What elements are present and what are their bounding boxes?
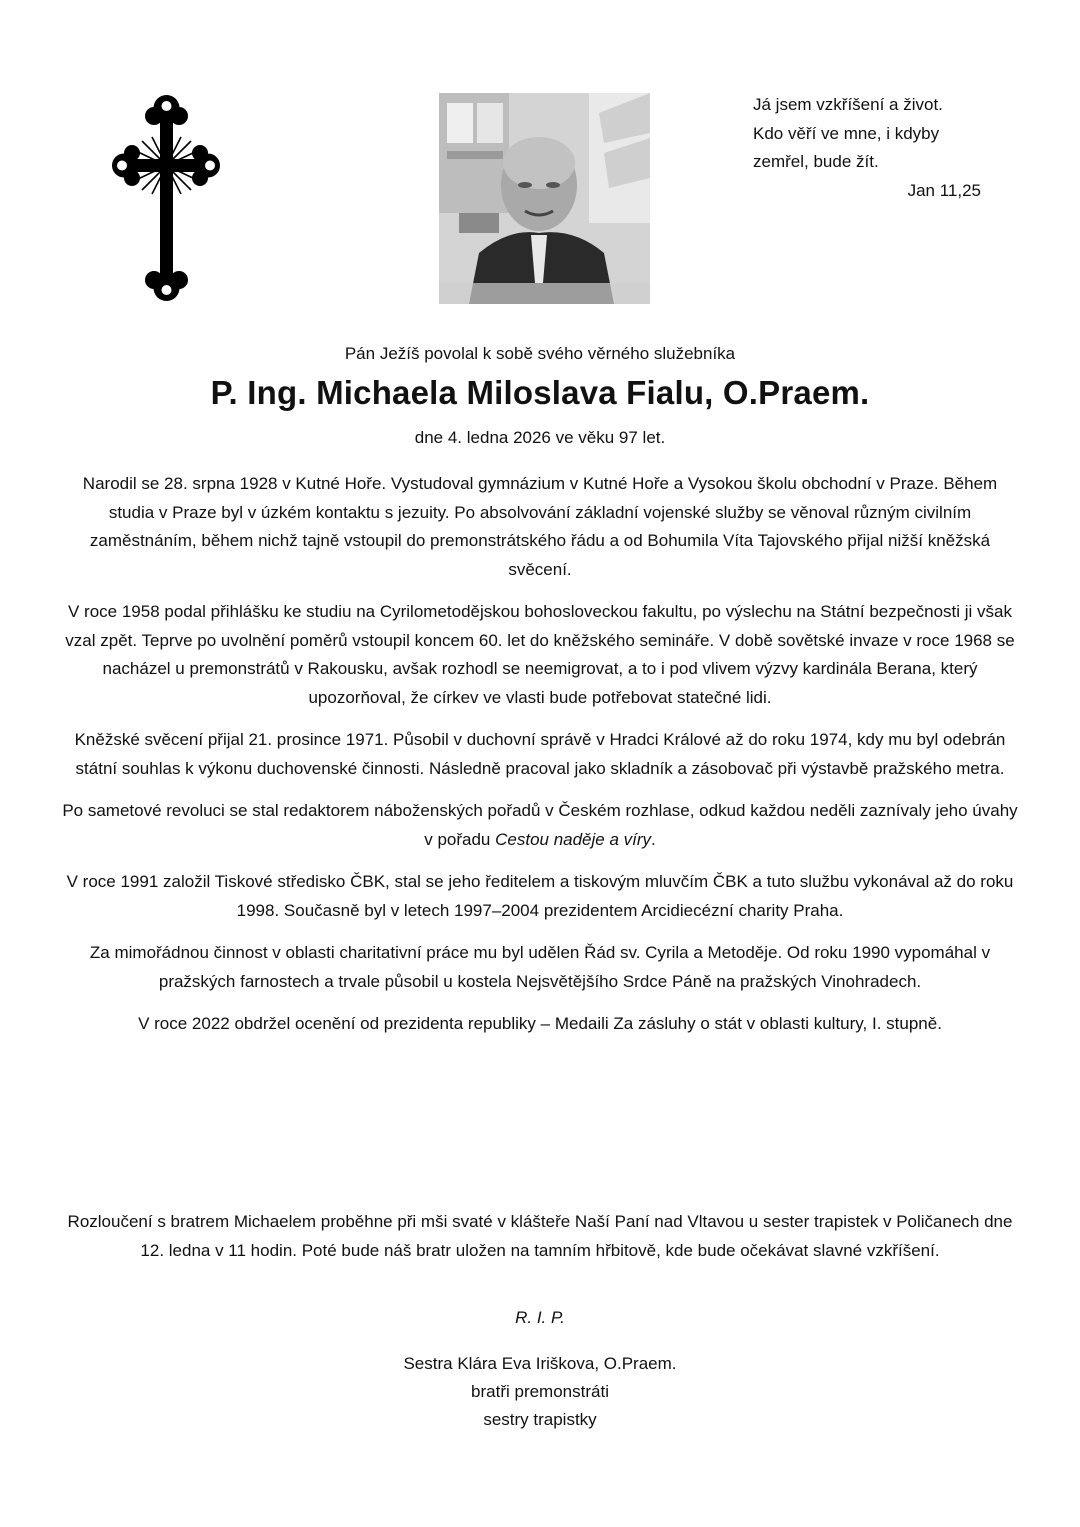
rip-text: R. I. P. — [515, 1308, 565, 1327]
verse-line: Já jsem vzkříšení a život. — [753, 95, 943, 114]
deceased-name: P. Ing. Michaela Miloslava Fialu, O.Praem. — [210, 374, 870, 411]
bio-paragraph: Narodil se 28. srpna 1928 v Kutné Hoře. Vystudoval gymnázium v Kutné Hoře a Vysokou školu obchodní v Praze. Během studia v Praze byl v úzkém kontaktu s jezuity. Po absolvování základní vojenské služby se věnoval různým civilním zaměstnáním, během nichž tajně vstoupil do premonstrátského řádu a od Bohumila Víta Tajovského přijal nižší kněžská svěcení. — [82, 474, 998, 579]
program-title: Cestou naděje a víry — [495, 829, 652, 849]
intro-line: Pán Ježíš povolal k sobě svého věrného služebníka — [344, 344, 736, 363]
bible-verse — [753, 91, 993, 205]
bio-paragraph: V roce 1958 podal přihlášku ke studiu na Cyrilometodějskou bohosloveckou fakultu, po výslechu na Státní bezpečnosti ji však vzal zpět. Teprve po uvolnění poměrů vstoupil koncem 60. let do kněžského semináře. V době sovětské invaze v roce 1968 se nacházel u premonstrátů v Rakousku, avšak rozhodl se neemigrovat, a to i pod vlivem výzvy kardinála Berana, který upozorňoval, že církev ve vlasti bude potřebovat statečné lidi. — [65, 602, 1015, 707]
bio-text: . — [651, 829, 656, 849]
verse-reference: Jan 11,25 — [907, 180, 981, 200]
verse-line: Kdo věří ve mne, i kdyby — [753, 123, 940, 143]
bio-paragraph: V roce 1991 založil Tiskové středisko ČBK, stal se jeho ředitelem a tiskovým mluvčím ČBK a tuto službu vykonával až do roku 1998. Současně byl v letech 1997–2004 prezidentem Arcidiecézní charity Praha. — [66, 872, 1014, 920]
signatories — [60, 1350, 1020, 1434]
signatory: Sestra Klára Eva Iriškova, O.Praem. — [403, 1354, 677, 1373]
bio-paragraph — [60, 797, 1020, 854]
signatory: sestry trapistky — [483, 1410, 597, 1429]
verse-line: zemřel, bude žít. — [753, 152, 879, 171]
portrait-photo — [439, 93, 650, 304]
bio-text: Po sametové revoluci se stal redaktorem náboženských pořadů v Českém rozhlase, odkud každou neděli zaznívaly jeho úvahy v pořadu — [62, 801, 1018, 849]
bio-paragraph: Za mimořádnou činnost v oblasti charitativní práce mu byl udělen Řád sv. Cyrila a Metoděje. Od roku 1990 vypomáhal v pražských farnostech a trvale působil u kostela Nejsvětějšího Srdce Páně na pražských Vinohradech. — [89, 943, 991, 991]
bio-paragraph: V roce 2022 obdržel ocenění od prezidenta republiky – Medaili Za zásluhy o stát v oblasti kultury, I. stupně. — [138, 1014, 942, 1033]
farewell-notice: Rozloučení s bratrem Michaelem proběhne při mši svaté v klášteře Naší Paní nad Vltavou u sester trapistek v Poličanech dne 12. ledna v 11 hodin. Poté bude náš bratr uložen na tamním hřbitově, kde bude očekávat slavné vzkříšení. — [67, 1212, 1013, 1260]
signatory: bratři premonstráti — [471, 1382, 609, 1401]
cross-icon — [112, 92, 220, 304]
biography — [60, 470, 1020, 1053]
bio-paragraph: Kněžské svěcení přijal 21. prosince 1971. Působil v duchovní správě v Hradci Králové až do roku 1974, kdy mu byl odebrán státní souhlas k výkonu duchovenské činnosti. Následně pracoval jako skladník a zásobovač při výstavbě pražského metra. — [74, 730, 1006, 778]
death-date-line: dne 4. ledna 2026 ve věku 97 let. — [414, 428, 666, 447]
